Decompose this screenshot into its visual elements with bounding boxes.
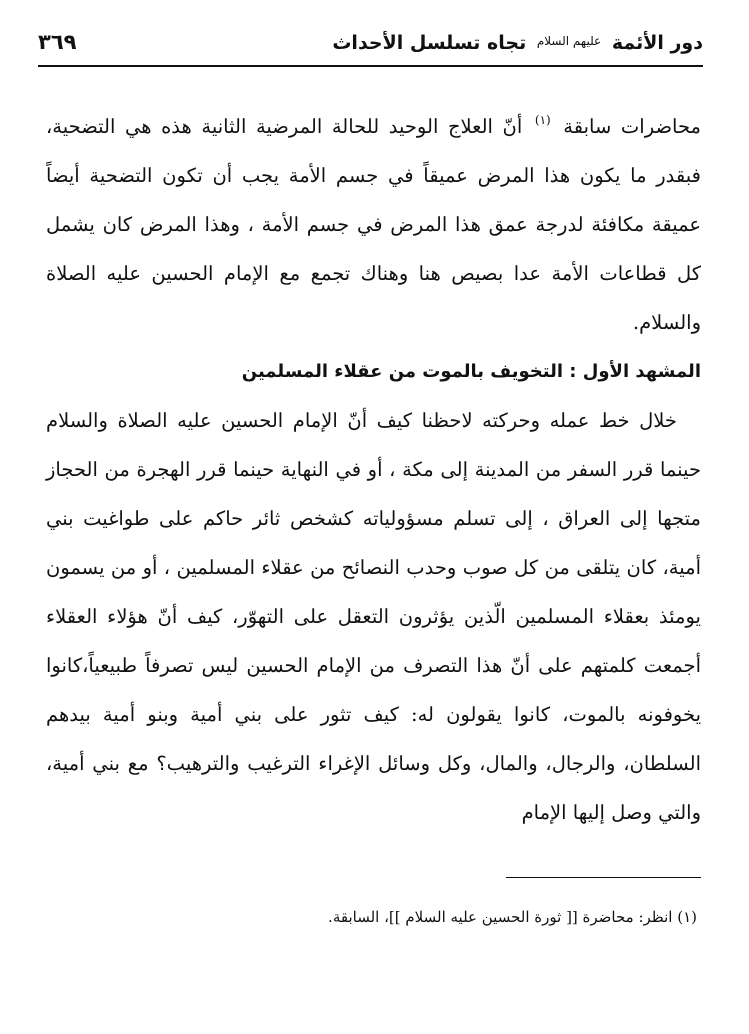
header-rule [38,65,703,67]
footnote-rule [506,877,701,878]
header-salutation: عليهم السلام [536,34,602,48]
section-heading: المشهد الأول : التخويف بالموت من عقلاء المسلمين [241,361,701,382]
footnote: (١) انظر: محاضرة [[ ثورة الحسين عليه السلام ]]، السابقة. [328,908,697,926]
paragraph-2: خلال خط عمله وحركته لاحظنا كيف أنّ الإمام الحسين عليه الصلاة والسلام حينما قرر السفر من المدينة إلى مكة ، أو في النهاية حينما قرر الهجرة من الحجاز متجها إلى العراق ، إلى تسلم مسؤولياته كشخص ثائر حاكم على طواغيت بني أمية، كان يتلقى من كل صوب وحدب النصائح من عقلاء المسلمين ، أو من يسمون يومئذ بعقلاء المسلمين الّذين يؤثرون التعقل على التهوّر، كيف أنّ هؤلاء العقلاء أجمعت كلمتهم على أنّ هذا التصرف من الإمام الحسين ليس تصرفاً طبيعياً،كانوا يخوفونه بالموت، كانوا يقولون له: كيف تثور على بني أمية وبنو أمية بيدهم السلطان، والرجال، والمال، وكل وسائل الإغراء الترغيب والترهيب؟ مع بني أمية، والتي وصل إليها الإمام [46,409,701,824]
footnote-reference: (١) [534,113,551,127]
paragraph-1-rest: أنّ العلاج الوحيد للحالة المرضية الثانية هذه هي التضحية، فبقدر ما يكون هذا المرض عميقاً في جسم الأمة يجب أن تكون التضحية أيضاً عميقة مكافئة لدرجة عمق هذا المرض في جسم الأمة ، وهذا المرض كان يشمل كل قطاعات الأمة عدا بصيص هنا وهناك تجمع مع الإمام الحسين عليه الصلاة والسلام. [46,115,701,334]
header-title-start: دور الأئمة [611,32,703,54]
page-number: ٣٦٩ [38,30,77,54]
header-title-end: تجاه تسلسل الأحداث [332,32,527,54]
body-text [46,96,701,837]
running-header [38,28,703,62]
paragraph-1 [46,96,701,347]
paragraph-1-start: محاضرات سابقة [563,115,701,138]
header-title [332,32,703,54]
